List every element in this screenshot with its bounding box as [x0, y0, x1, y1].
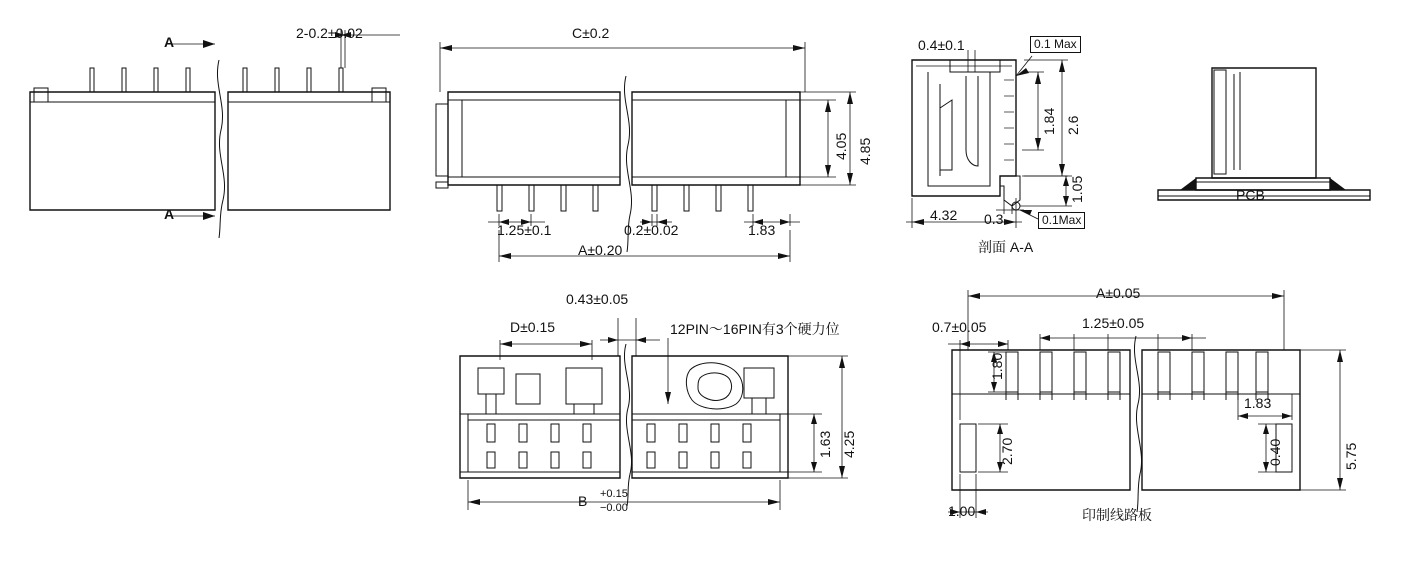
bottom-b-tol-lower: −0.00 — [600, 502, 628, 514]
footprint-edge-dim: 0.7±0.05 — [932, 319, 987, 335]
section-top-thickness-dim: 0.4±0.1 — [918, 37, 965, 53]
footprint-slot-offset-dim: 0.40 — [1267, 438, 1283, 466]
bottom-b-dim: B — [578, 493, 588, 509]
section-view-geometry — [906, 50, 1072, 228]
footprint-a-dim: A±0.05 — [1096, 285, 1141, 301]
section-inner-height-dim: 1.84 — [1041, 107, 1057, 135]
section-flat-max-top: 0.1 Max — [1030, 36, 1081, 53]
section-flat-max-bottom: 0.1Max — [1038, 212, 1085, 229]
bottom-b-tol-upper: +0.15 — [600, 488, 628, 500]
front-view-geometry — [30, 30, 400, 238]
top-view-pitch-dim: 1.25±0.1 — [497, 222, 552, 238]
section-foot-len-dim: 0.3 — [984, 211, 1004, 227]
footprint-pad-len-dim: 1.80 — [989, 352, 1005, 380]
bottom-lock-width-dim: 0.43±0.05 — [566, 291, 629, 307]
top-view-pin-width-dim: 0.2±0.02 — [624, 222, 679, 238]
top-view-485-dim: 4.85 — [857, 137, 873, 165]
footprint-end-margin-dim: 1.83 — [1244, 395, 1272, 411]
section-caption: 剖面 A-A — [978, 239, 1034, 255]
bottom-163-dim: 1.63 — [817, 430, 833, 458]
footprint-overall-height-dim: 5.75 — [1343, 442, 1359, 470]
section-mark-bottom: A — [164, 206, 175, 222]
bottom-d-dim: D±0.15 — [510, 319, 556, 335]
front-view-top-dim: 2-0.2±0.02 — [296, 25, 363, 41]
top-view-end-margin-dim: 1.83 — [748, 222, 776, 238]
bottom-425-dim: 4.25 — [841, 430, 857, 458]
bottom-view-geometry — [460, 318, 848, 510]
top-view-a-dim: A±0.20 — [578, 242, 623, 258]
footprint-slot-len-dim: 2.70 — [999, 437, 1015, 465]
bottom-note: 12PIN～16PIN有3个硬力位 — [670, 321, 840, 337]
pcb-caption: PCB — [1236, 187, 1265, 203]
footprint-slot-width-dim: 1.00 — [948, 503, 976, 519]
section-outer-height-dim: 2.6 — [1065, 115, 1081, 135]
footprint-pitch-dim: 1.25±0.05 — [1082, 315, 1145, 331]
top-view-c-dim: C±0.2 — [572, 25, 610, 41]
footprint-view-geometry — [948, 290, 1346, 518]
section-lower-height-dim: 1.05 — [1069, 175, 1085, 203]
top-view-405-dim: 4.05 — [833, 132, 849, 160]
section-mark-top: A — [164, 34, 175, 50]
pcb-view-geometry — [1158, 68, 1370, 200]
section-base-width-dim: 4.32 — [930, 207, 958, 223]
footprint-caption: 印制线路板 — [1082, 507, 1152, 523]
